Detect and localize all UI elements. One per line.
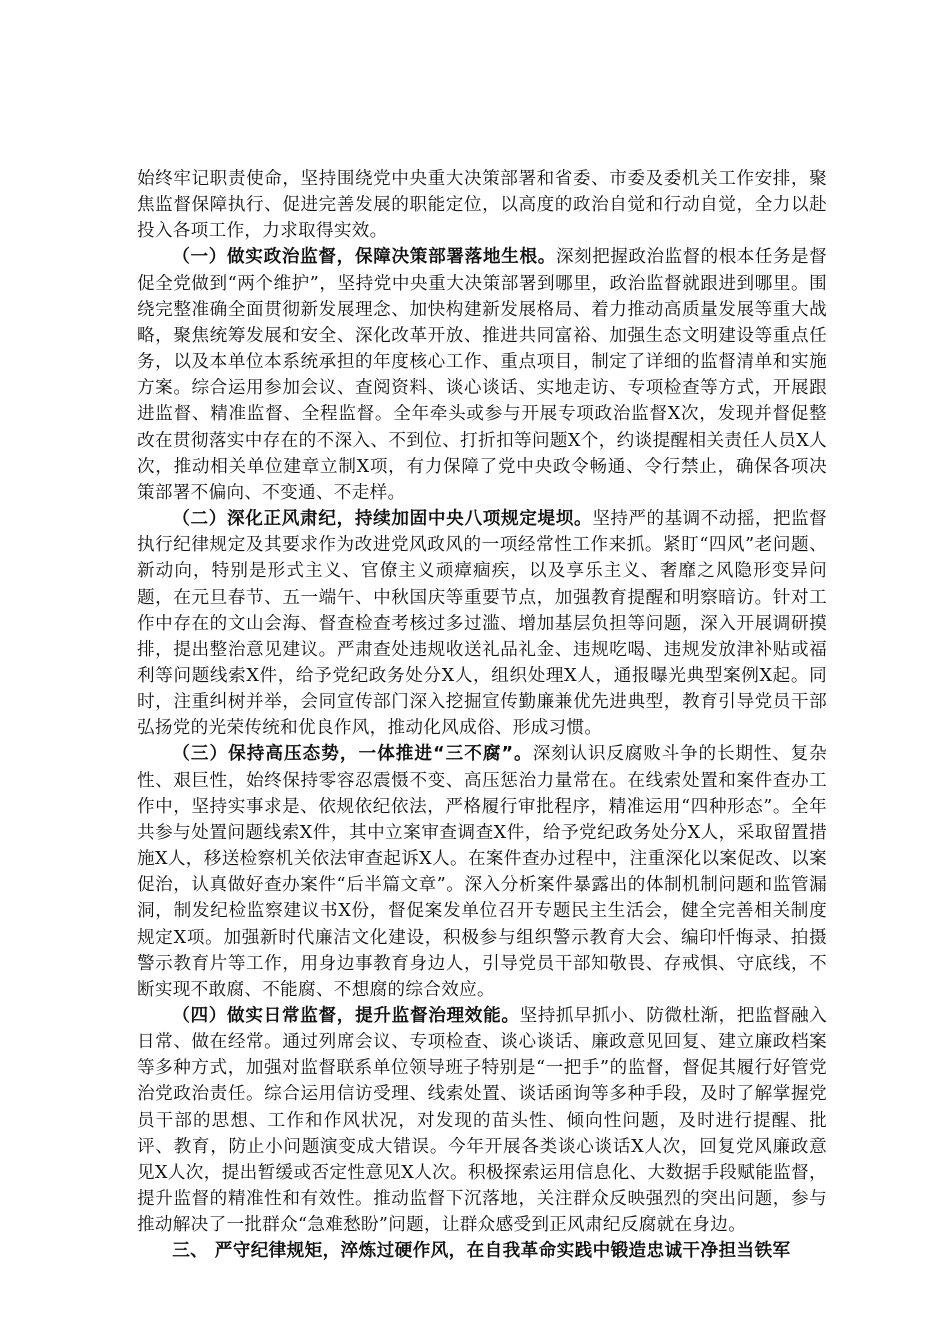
- intro-paragraph: [137, 166, 827, 244]
- section-paragraph-3: [137, 741, 827, 1003]
- section-heading-3: （三）保持高压态势，一体推进“三不腐”。: [172, 744, 533, 765]
- document-body: [137, 166, 827, 1265]
- part-three-heading: 三、 严守纪律规矩，淬炼过硬作风，在自我革命实践中锻造忠诚干净担当铁军: [172, 1241, 791, 1262]
- section-heading-2: （二）深化正风肃纪，持续加固中央八项规定堤坝。: [172, 509, 593, 530]
- section-body-1: 深刻把握政治监督的根本任务是督促全党做到“两个维护”，坚持党中央重大决策部署到哪里，政治监督就跟进到哪里。围绕完整准确全面贯彻新发展理念、加快构建新发展格局、着力推动高质量发展等重大战略，聚焦统筹发展和安全、深化改革开放、推进共同富裕、加强生态文明建设等重点任务，以及本单位本系统承担的年度核心工作、重点项目，制定了详细的监督清单和实施方案。综合运用参加会议、查阅资料、谈心谈话、实地走访、专项检查等方式，开展跟进监督、精准监督、全程监督。全年牵头或参与开展专项政治监督X次，发现并督促整改在贯彻落实中存在的不深入、不到位、打折扣等问题X个，约谈提醒相关责任人员X人次，推动相关单位建章立制X项，有力保障了党中央政令畅通、令行禁止，确保各项决策部署不偏向、不变通、不走样。: [137, 247, 827, 503]
- section-paragraph-4: [137, 1003, 827, 1238]
- section-body-2: 坚持严的基调不动摇，把监督执行纪律规定及其要求作为改进党风政风的一项经常性工作来抓。紧盯“四风”老问题、新动向，特别是形式主义、官僚主义顽瘴痼疾，以及享乐主义、奢靡之风隐形变异问题，在元旦春节、五一端午、中秋国庆等重要节点，加强教育提醒和明察暗访。针对工作中存在的文山会海、督查检查考核过多过滥、增加基层负担等问题，深入开展调研摸排，提出整治意见建议。严肃查处违规收送礼品礼金、违规吃喝、违规发放津补贴或福利等问题线索X件，给予党纪政务处分X人，组织处理X人，通报曝光典型案例X起。同时，注重纠树并举，会同宣传部门深入挖掘宣传勤廉兼优先进典型，教育引导党员干部弘扬党的光荣传统和优良作风，推动化风成俗、形成习惯。: [137, 509, 827, 739]
- section-body-4: 坚持抓早抓小、防微杜渐，把监督融入日常、做在经常。通过列席会议、专项检查、谈心谈话、廉政意见回复、建立廉政档案等多种方式，加强对监督联系单位领导班子特别是“一把手”的监督，督促其履行好管党治党政治责任。综合运用信访受理、线索处置、谈话函询等多种手段，及时了解掌握党员干部的思想、工作和作风状况，对发现的苗头性、倾向性问题，及时进行提醒、批评、教育，防止小问题演变成大错误。今年开展各类谈心谈话X人次，回复党风廉政意见X人次，提出暂缓或否定性意见X人次。积极探索运用信息化、大数据手段赋能监督，提升监督的精准性和有效性。推动监督下沉落地，关注群众反映强烈的突出问题，参与推动解决了一批群众“急难愁盼”问题，让群众感受到正风肃纪反腐就在身边。: [137, 1006, 827, 1236]
- intro-text: 始终牢记职责使命，坚持围绕党中央重大决策部署和省委、市委及委机关工作安排，聚焦监督保障执行、促进完善发展的职能定位，以高度的政治自觉和行动自觉，全力以赴投入各项工作，力求取得实效。: [137, 169, 827, 242]
- section-heading-4: （四）做实日常监督，提升监督治理效能。: [172, 1006, 520, 1026]
- section-body-3: 深刻认识反腐败斗争的长期性、复杂性、艰巨性，始终保持零容忍震慑不变、高压惩治力量常在。在线索处置和案件查办工作中，坚持实事求是、依规依纪依法，严格履行审批程序，精准运用“四种形态”。全年共参与处置问题线索X件，其中立案审查调查X件，给予党纪政务处分X人，采取留置措施X人，移送检察机关依法审查起诉X人。在案件查办过程中，注重深化以案促改、以案促治，认真做好查办案件“后半篇文章”。深入分析案件暴露出的体制机制问题和监管漏洞，制发纪检监察建议书X份，督促案发单位召开专题民主生活会，健全完善相关制度规定X项。加强新时代廉洁文化建设，积极参与组织警示教育大会、编印忏悔录、拍摄警示教育片等工作，用身边事教育身边人，引导党员干部知敬畏、存戒惧、守底线，不断实现不敢腐、不能腐、不想腐的综合效应。: [137, 744, 827, 1000]
- section-paragraph-1: [137, 244, 827, 506]
- section-heading-1: （一）做实政治监督，保障决策部署落地生根。: [172, 247, 557, 268]
- section-paragraph-2: [137, 506, 827, 741]
